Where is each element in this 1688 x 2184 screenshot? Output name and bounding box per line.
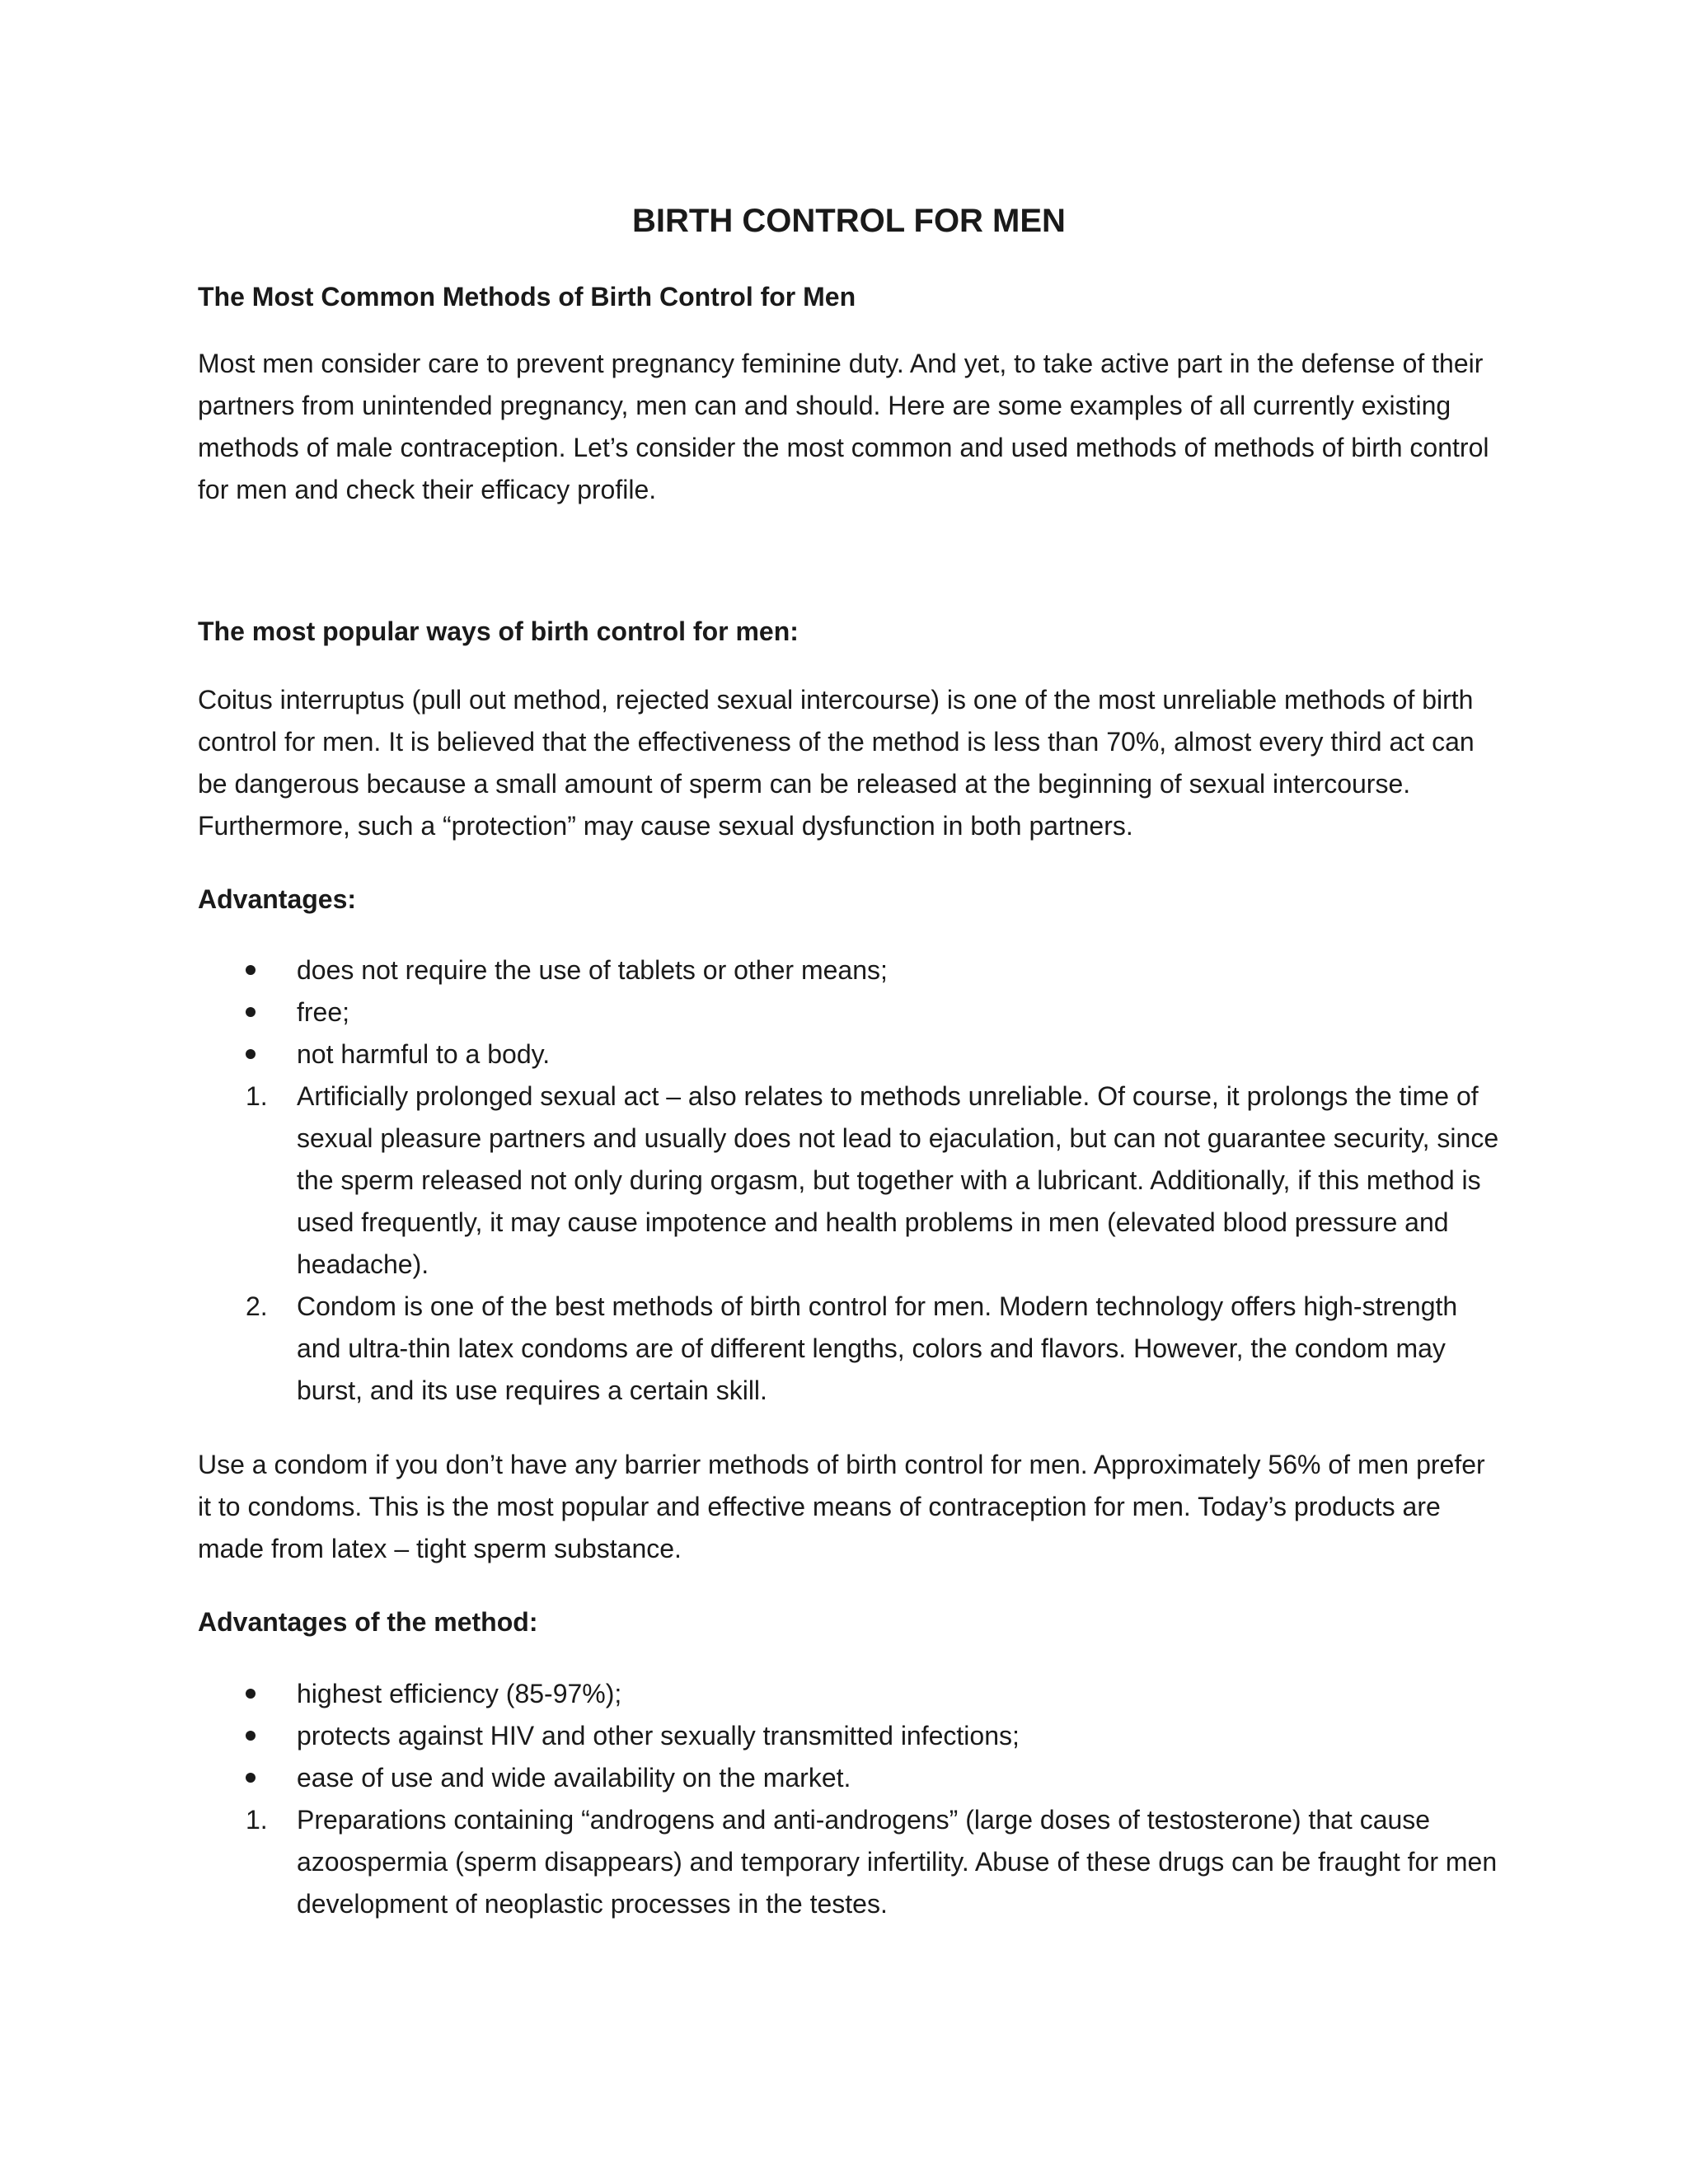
list-number: 2. <box>246 1291 268 1321</box>
bullet-icon <box>246 965 256 975</box>
list-item <box>198 949 1500 991</box>
list-item <box>198 1286 1500 1412</box>
list-item-text: Preparations containing “androgens and anti-androgens” (large doses of testosterone) that cause azoospermia (sperm disappears) and temporary infertility. Abuse of these drugs can be fraught for men development of neoplastic processes in the testes. <box>297 1805 1498 1919</box>
condom-paragraph: Use a condom if you don’t have any barrier methods of birth control for men. Approximately 56% of men prefer it to condoms. This is the most popular and effective means of contraception for men. Today’s products are made from latex – tight sperm substance. <box>198 1450 1485 1563</box>
list-item <box>198 1673 1500 1715</box>
intro-paragraph: Most men consider care to prevent pregnancy feminine duty. And yet, to take active part in the defense of their partners from unintended pregnancy, men can and should. Here are some examples of all currently existing methods of male contraception. Let’s consider the most common and used methods of methods of birth control for men and check their efficacy profile. <box>198 349 1489 504</box>
advantages-list <box>198 949 1500 1076</box>
list-item <box>198 1033 1500 1076</box>
list-number: 1. <box>246 1081 268 1111</box>
method-advantages-heading: Advantages of the method: <box>198 1607 538 1637</box>
bullet-icon <box>246 1049 256 1059</box>
bullet-icon <box>246 1731 256 1741</box>
document-title: BIRTH CONTROL FOR MEN <box>632 203 1066 239</box>
list-item-text: highest efficiency (85-97%); <box>297 1679 622 1708</box>
advantages-heading: Advantages: <box>198 884 357 914</box>
list-item <box>198 1715 1500 1757</box>
list-item-text: ease of use and wide availability on the market. <box>297 1763 851 1793</box>
list-item-text: not harmful to a body. <box>297 1039 551 1069</box>
bullet-icon <box>246 1007 256 1017</box>
subtitle-heading: The Most Common Methods of Birth Control for Men <box>198 282 856 312</box>
list-item <box>198 991 1500 1033</box>
preparations-list <box>198 1799 1500 1925</box>
method-advantages-list <box>198 1673 1500 1799</box>
list-item-text: Condom is one of the best methods of birth control for men. Modern technology offers high-strength and ultra-thin latex condoms are of different lengths, colors and flavors. However, the condom may burst, and its use requires a certain skill. <box>297 1291 1458 1405</box>
list-item <box>198 1757 1500 1799</box>
bullet-icon <box>246 1773 256 1783</box>
list-item <box>198 1799 1500 1925</box>
methods-list <box>198 1076 1500 1412</box>
popular-ways-heading: The most popular ways of birth control for men: <box>198 616 799 646</box>
list-item-text: free; <box>297 997 350 1027</box>
coitus-paragraph: Coitus interruptus (pull out method, rejected sexual intercourse) is one of the most unreliable methods of birth control for men. It is believed that the effectiveness of the method is less than 70%, almost every third act can be dangerous because a small amount of sperm can be released at the beginning of sexual intercourse. Furthermore, such a “protection” may cause sexual dysfunction in both partners. <box>198 685 1475 841</box>
bullet-icon <box>246 1689 256 1699</box>
list-item-text: Artificially prolonged sexual act – also relates to methods unreliable. Of course, it prolongs the time of sexual pleasure partners and usually does not lead to ejaculation, but can not guarantee security, since the sperm released not only during orgasm, but together with a lubricant. Additionally, if this method is used frequently, it may cause impotence and health problems in men (elevated blood pressure and headache). <box>297 1081 1499 1279</box>
list-item-text: does not require the use of tablets or other means; <box>297 955 888 985</box>
list-number: 1. <box>246 1805 268 1835</box>
list-item <box>198 1076 1500 1286</box>
list-item-text: protects against HIV and other sexually transmitted infections; <box>297 1721 1020 1750</box>
